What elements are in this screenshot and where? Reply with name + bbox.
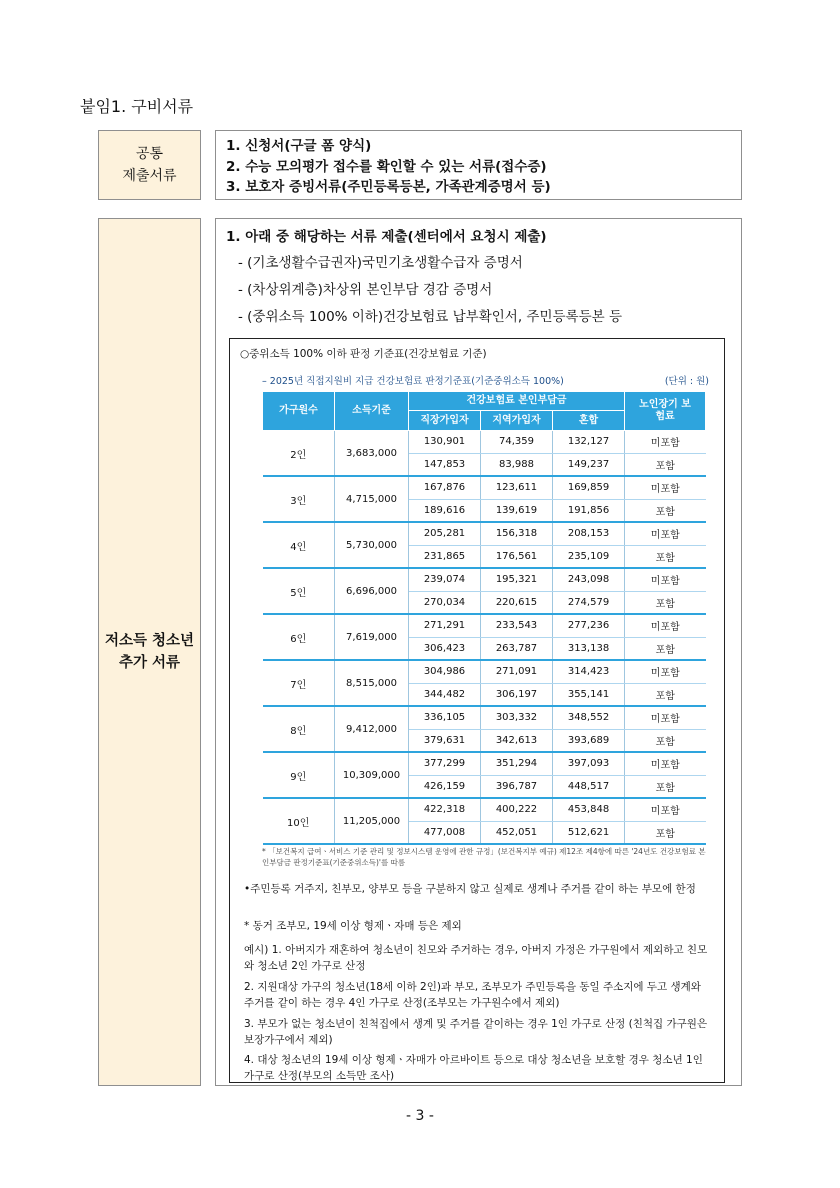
page-number: - 3 - [406,1108,434,1124]
cell-income: 3,683,000 [335,431,409,477]
low-income-label [98,218,201,1086]
cell-regional: 220,615 [481,591,553,614]
cell-household: 2인 [263,431,335,477]
cell-mixed: 208,153 [553,522,625,545]
cell-ltc: 포함 [625,821,706,844]
cell-regional: 342,613 [481,729,553,752]
cell-mixed: 448,517 [553,775,625,798]
table-row [263,522,706,545]
common-documents-list [226,136,551,198]
cell-income: 9,412,000 [335,706,409,752]
header-workplace: 직장가입자 [409,411,481,431]
cell-regional: 176,561 [481,545,553,568]
cell-regional: 123,611 [481,476,553,499]
cell-income: 8,515,000 [335,660,409,706]
cell-ltc: 미포함 [625,798,706,821]
cell-workplace: 426,159 [409,775,481,798]
header-income: 소득기준 [335,392,409,431]
common-documents-box [215,130,742,200]
cell-regional: 195,321 [481,568,553,591]
cell-household: 9인 [263,752,335,798]
cell-mixed: 243,098 [553,568,625,591]
table-row [263,798,706,821]
cell-ltc: 포함 [625,775,706,798]
criteria-box [229,338,725,1083]
bullet-near-poverty: - (차상위계층)차상위 본인부담 경감 증명서 [238,282,493,298]
cell-income: 4,715,000 [335,476,409,522]
cell-regional: 271,091 [481,660,553,683]
low-income-label-line1: 저소득 청소년 [104,633,195,649]
cell-ltc: 미포함 [625,752,706,775]
insurance-criteria-table [262,391,706,845]
cell-mixed: 397,093 [553,752,625,775]
cell-mixed: 277,236 [553,614,625,637]
cell-regional: 83,988 [481,453,553,476]
header-insurance-group: 건강보험료 본인부담금 [409,392,625,411]
cell-workplace: 271,291 [409,614,481,637]
table-row [263,660,706,683]
low-income-box [215,218,742,1086]
cell-workplace: 189,616 [409,499,481,522]
cell-mixed: 149,237 [553,453,625,476]
common-item-2: 2. 수능 모의평가 접수를 확인할 수 있는 서류(접수증) [226,158,547,175]
cell-workplace: 344,482 [409,683,481,706]
low-income-header: 1. 아래 중 해당하는 서류 제출(센터에서 요청시 제출) [226,229,547,245]
cell-workplace: 477,008 [409,821,481,844]
table-row [263,431,706,454]
table-unit: (단위 : 원) [664,376,709,387]
cell-mixed: 191,856 [553,499,625,522]
note-household-definition: •주민등록 거주지, 친부모, 양부모 등을 구분하지 않고 실제로 생계나 주거를 같이 하는 부모에 한정 [244,883,696,895]
cell-ltc: 미포함 [625,431,706,454]
cell-ltc: 미포함 [625,706,706,729]
page-title: 붙임1. 구비서류 [80,97,194,116]
common-item-1: 1. 신청서(구글 폼 양식) [226,138,372,154]
cell-household: 6인 [263,614,335,660]
cell-ltc: 포함 [625,729,706,752]
header-mixed: 혼합 [553,411,625,431]
cell-mixed: 313,138 [553,637,625,660]
table-row [263,706,706,729]
cell-mixed: 169,859 [553,476,625,499]
cell-ltc: 포함 [625,545,706,568]
cell-mixed: 512,621 [553,821,625,844]
common-item-3: 3. 보호자 증빙서류(주민등록등본, 가족관계증명서 등) [226,179,551,195]
cell-regional: 156,318 [481,522,553,545]
cell-household: 5인 [263,568,335,614]
cell-regional: 351,294 [481,752,553,775]
cell-ltc: 포함 [625,499,706,522]
cell-ltc: 포함 [625,637,706,660]
cell-income: 11,205,000 [335,798,409,844]
cell-regional: 303,332 [481,706,553,729]
note-example-1: 예시) 1. 아버지가 재혼하여 청소년이 친모와 주거하는 경우, 아버지 가정은 가구원에서 제외하고 친모와 청소년 2인 가구로 산정 [244,944,708,972]
cell-ltc: 미포함 [625,614,706,637]
table-footnote: * 「보건복지 급여ㆍ서비스 기준 관리 및 정보시스템 운영에 관한 규정」(보건복지부 예규) 제12조 제4항에 따른 '24년도 건강보험료 본인부담금 판정기준표(기준중위소득)'를 따름 [262,847,706,867]
table-row [263,476,706,499]
cell-ltc: 포함 [625,683,706,706]
cell-household: 7인 [263,660,335,706]
cell-mixed: 274,579 [553,591,625,614]
note-example-3: 3. 부모가 없는 청소년이 친척집에서 생계 및 주거를 같이하는 경우 1인 가구로 산정 (친척집 가구원은 보장가구에서 제외) [244,1018,708,1046]
cell-workplace: 379,631 [409,729,481,752]
cell-ltc: 미포함 [625,660,706,683]
cell-ltc: 미포함 [625,568,706,591]
table-caption-text: – 2025년 직접지원비 지급 건강보험료 판정기준표(기준중위소득 100%) [262,376,564,387]
cell-regional: 400,222 [481,798,553,821]
table-row [263,614,706,637]
cell-workplace: 239,074 [409,568,481,591]
cell-workplace: 147,853 [409,453,481,476]
note-example-2: 2. 지원대상 가구의 청소년(18세 이하 2인)과 부모, 조부모가 주민등록을 동일 주소지에 두고 생계와 주거를 같이 하는 경우 4인 가구로 산정(조부모는 가구원수에서 제외) [244,981,701,1009]
low-income-label-line2: 추가 서류 [118,655,181,671]
table-row [263,568,706,591]
bullet-median-income: - (중위소득 100% 이하)건강보험료 납부확인서, 주민등록등본 등 [238,309,622,325]
cell-regional: 74,359 [481,431,553,454]
cell-workplace: 422,318 [409,798,481,821]
cell-ltc: 미포함 [625,522,706,545]
cell-regional: 306,197 [481,683,553,706]
cell-workplace: 205,281 [409,522,481,545]
cell-mixed: 453,848 [553,798,625,821]
cell-workplace: 167,876 [409,476,481,499]
cell-mixed: 393,689 [553,729,625,752]
cell-workplace: 270,034 [409,591,481,614]
header-regional: 지역가입자 [481,411,553,431]
cell-regional: 452,051 [481,821,553,844]
cell-household: 8인 [263,706,335,752]
note-exclusion: * 동거 조부모, 19세 이상 형제ㆍ자매 등은 제외 [244,920,462,932]
header-household: 가구원수 [263,392,335,431]
bullet-basic-livelihood: - (기초생활수급권자)국민기초생활수급자 증명서 [238,255,523,271]
cell-mixed: 348,552 [553,706,625,729]
cell-workplace: 130,901 [409,431,481,454]
cell-ltc: 미포함 [625,476,706,499]
cell-workplace: 304,986 [409,660,481,683]
table-row [263,752,706,775]
cell-regional: 396,787 [481,775,553,798]
cell-workplace: 336,105 [409,706,481,729]
cell-workplace: 231,865 [409,545,481,568]
cell-ltc: 포함 [625,591,706,614]
cell-income: 6,696,000 [335,568,409,614]
cell-mixed: 314,423 [553,660,625,683]
criteria-title: ○중위소득 100% 이하 판정 기준표(건강보험료 기준) [240,348,487,360]
table-caption [262,373,709,387]
common-label-line1: 공통 [135,146,164,162]
cell-household: 3인 [263,476,335,522]
common-label-line2: 제출서류 [122,168,177,184]
cell-household: 4인 [263,522,335,568]
cell-workplace: 377,299 [409,752,481,775]
header-ltc: 노인장기 보험료 [625,392,706,431]
cell-mixed: 132,127 [553,431,625,454]
cell-income: 5,730,000 [335,522,409,568]
cell-regional: 233,543 [481,614,553,637]
cell-ltc: 포함 [625,453,706,476]
cell-regional: 263,787 [481,637,553,660]
cell-income: 7,619,000 [335,614,409,660]
cell-household: 10인 [263,798,335,844]
cell-regional: 139,619 [481,499,553,522]
cell-income: 10,309,000 [335,752,409,798]
cell-mixed: 355,141 [553,683,625,706]
note-example-4: 4. 대상 청소년의 19세 이상 형제ㆍ자매가 아르바이트 등으로 대상 청소년을 보호할 경우 청소년 1인 가구로 산정(부모의 소득만 조사) [244,1054,703,1082]
cell-workplace: 306,423 [409,637,481,660]
common-documents-label [98,130,201,200]
cell-mixed: 235,109 [553,545,625,568]
